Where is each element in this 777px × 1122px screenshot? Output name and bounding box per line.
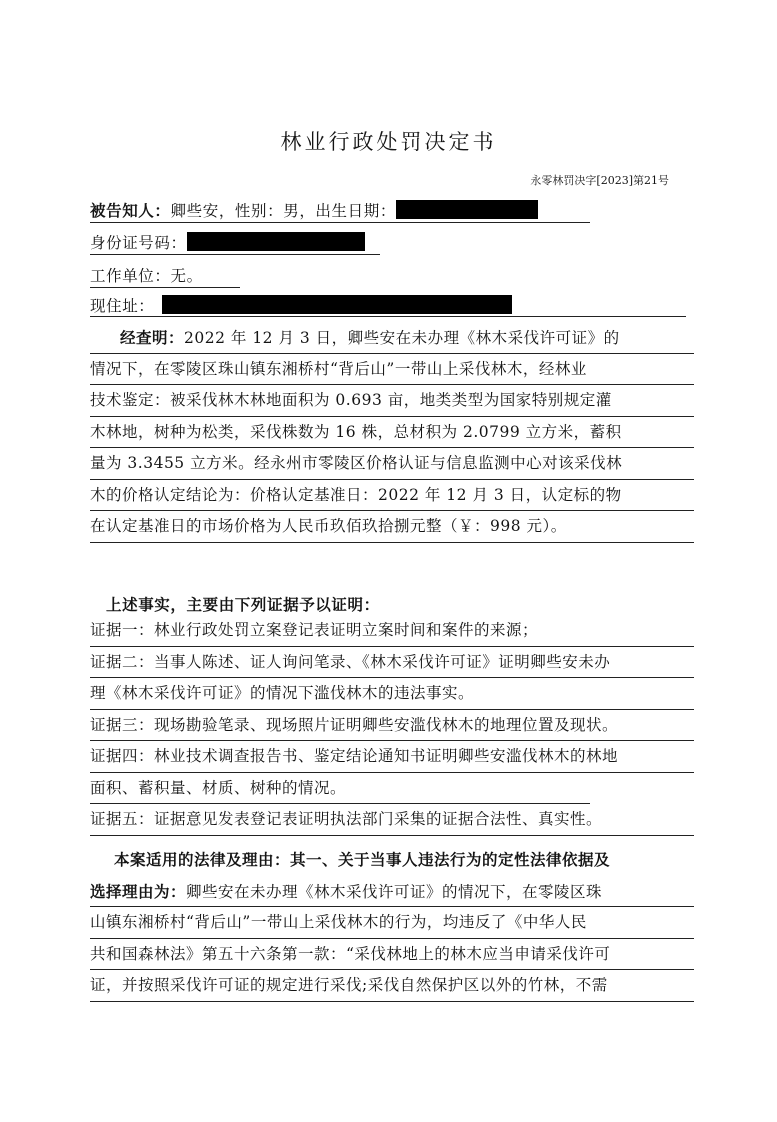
law-paragraph — [90, 844, 694, 1002]
law-line: 山镇东湘桥村“背后山”一带山上采伐林木的行为，均违反了《中华人民 — [90, 907, 694, 939]
findings-line: 在认定基准日的市场价格为人民币玖佰玖拾捌元整（￥：998 元）。 — [90, 511, 694, 543]
evidence-heading: 上述事实，主要由下列证据予以证明： — [106, 595, 380, 614]
evidence-item: 证据三：现场勘验笔录、现场照片证明卿些安滥伐林木的地理位置及现状。 — [90, 710, 694, 742]
evidence-item: 证据一：林业行政处罚立案登记表证明立案时间和案件的来源； — [90, 615, 694, 647]
findings-paragraph — [90, 322, 694, 543]
party-label: 被告知人： — [90, 201, 171, 220]
law-line: 选择理由为：卿些安在未办理《林木采伐许可证》的情况下，在零陵区珠 — [90, 876, 694, 908]
underline — [90, 254, 380, 255]
party-text: 卿些安，性别：男，出生日期： — [170, 202, 396, 220]
evidence-item: 证据二：当事人陈述、证人询问笔录、《林木采伐许可证》证明卿些安未办 — [90, 647, 694, 679]
redacted-birthdate — [396, 200, 538, 219]
evidence-list — [90, 615, 694, 836]
findings-line: 技术鉴定：被采伐林木林地面积为 0.693 亩，地类类型为国家特别规定灌 — [90, 385, 694, 417]
evidence-item: 证据四：林业技术调查报告书、鉴定结论通知书证明卿些安滥伐林木的林地 — [90, 741, 694, 773]
law-line: 共和国森林法》第五十六条第一款：“采伐林地上的林木应当申请采伐许可 — [90, 939, 694, 971]
findings-line: 木的价格认定结论为：价格认定基准日：2022 年 12 月 3 日，认定标的物 — [90, 480, 694, 512]
findings-line: 量为 3.3455 立方米。经永州市零陵区价格认证与信息监测中心对该采伐林 — [90, 448, 694, 480]
document-title: 林业行政处罚决定书 — [280, 130, 497, 154]
findings-line: 经查明：2022 年 12 月 3 日，卿些安在未办理《林木采伐许可证》的 — [90, 322, 694, 354]
work-line — [90, 264, 203, 286]
law-heading-line: 本案适用的法律及理由：其一、关于当事人违法行为的定性法律依据及 — [114, 850, 611, 869]
underline — [90, 222, 590, 223]
redacted-id-number — [187, 232, 365, 251]
redacted-address — [162, 295, 512, 314]
findings-line: 情况下，在零陵区珠山镇东湘桥村“背后山”一带山上采伐林木，经林业 — [90, 354, 694, 386]
address-line — [90, 294, 512, 316]
party-line — [90, 199, 538, 221]
document-number: 永零林罚决字[2023]第21号 — [530, 174, 669, 187]
address-label: 现住址： — [90, 297, 155, 315]
evidence-item: 证据五：证据意见发表登记表证明执法部门采集的证据合法性、真实性。 — [90, 804, 694, 836]
work-value: 无。 — [170, 267, 203, 285]
id-line — [90, 231, 365, 253]
work-label: 工作单位： — [90, 267, 171, 285]
underline — [90, 316, 686, 317]
underline — [90, 287, 240, 288]
id-label: 身份证号码： — [90, 234, 187, 252]
law-heading-label: 选择理由为： — [90, 881, 187, 901]
evidence-item: 面积、蓄积量、材质、树种的情况。 — [90, 773, 590, 805]
law-line: 证，并按照采伐许可证的规定进行采伐;采伐自然保护区以外的竹林，不需 — [90, 970, 694, 1002]
findings-label: 经查明： — [120, 328, 185, 347]
evidence-item: 理《林木采伐许可证》的情况下滥伐林木的违法事实。 — [90, 678, 694, 710]
findings-line: 木林地，树种为松类，采伐株数为 16 株，总材积为 2.0799 立方米，蓄积 — [90, 417, 694, 449]
